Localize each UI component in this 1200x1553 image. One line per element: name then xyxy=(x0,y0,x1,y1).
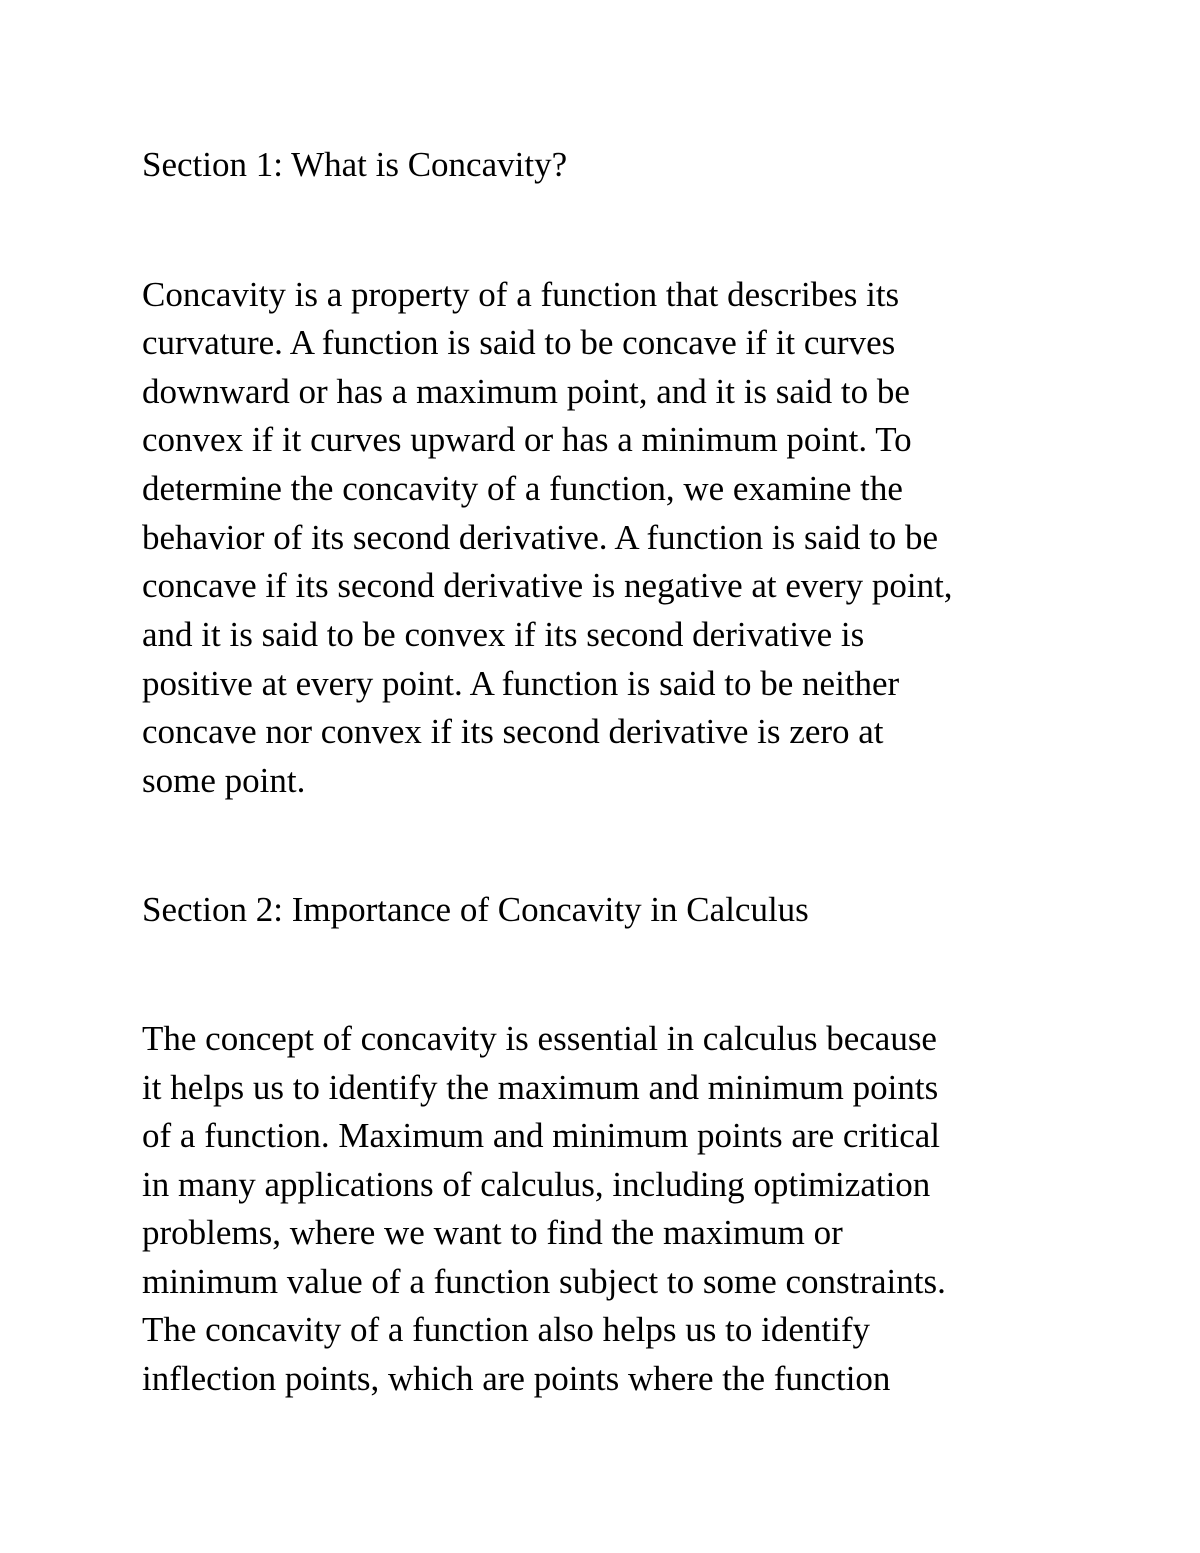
paragraph-line: and it is said to be convex if its second derivative is xyxy=(142,615,865,654)
paragraph-line: curvature. A function is said to be concave if it curves xyxy=(142,323,896,362)
paragraph-line: determine the concavity of a function, we examine the xyxy=(142,469,903,508)
paragraph-line: Concavity is a property of a function that describes its xyxy=(142,275,900,314)
paragraph-line: it helps us to identify the maximum and minimum points xyxy=(142,1068,939,1107)
paragraph-line: positive at every point. A function is said to be neither xyxy=(142,664,900,703)
paragraph-line: of a function. Maximum and minimum points are critical xyxy=(142,1116,941,1155)
paragraph-line: problems, where we want to find the maximum or xyxy=(142,1213,843,1252)
paragraph-line: downward or has a maximum point, and it is said to be xyxy=(142,372,910,411)
paragraph-line: inflection points, which are points where the function xyxy=(142,1359,891,1398)
paragraph-line: convex if it curves upward or has a minimum point. To xyxy=(142,420,912,459)
paragraph-line: concave if its second derivative is negative at every point, xyxy=(142,566,953,605)
paragraph-line: minimum value of a function subject to some constraints. xyxy=(142,1262,946,1301)
paragraph-line: The concept of concavity is essential in calculus because xyxy=(142,1019,937,1058)
section-2-heading: Section 2: Importance of Concavity in Calculus xyxy=(142,890,809,929)
paragraph-line: in many applications of calculus, including optimization xyxy=(142,1165,931,1204)
paragraph-line: The concavity of a function also helps us to identify xyxy=(142,1310,871,1349)
section-1-heading: Section 1: What is Concavity? xyxy=(142,145,568,184)
paragraph-line: some point. xyxy=(142,761,306,800)
paragraph-line: behavior of its second derivative. A function is said to be xyxy=(142,518,939,557)
paragraph-line: concave nor convex if its second derivative is zero at xyxy=(142,712,884,751)
